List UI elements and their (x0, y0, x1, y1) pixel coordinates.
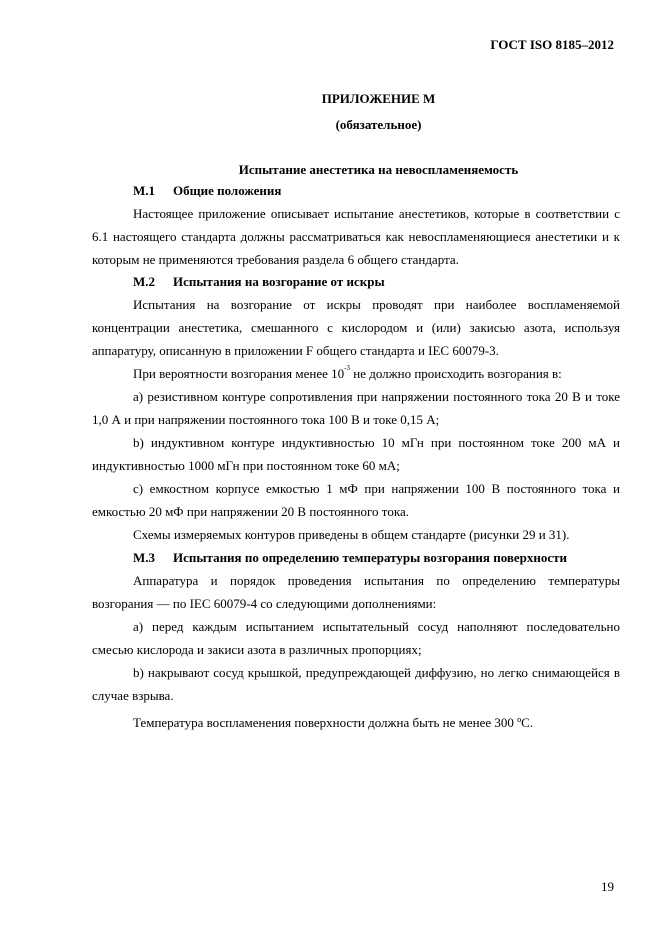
paragraph-circuit-schemes: Схемы измеряемых контуров приведены в общем стандарте (рисунки 29 и 31). (133, 527, 570, 542)
list-item-a-resistive: a) резистивном контуре сопротивления при напряжении постоянного тока 20 В и токе 1,0 А и при напряжении постоянного тока 100 В и токе 0,15 А; (92, 389, 620, 427)
paragraph-apparatus: Аппаратура и порядок проведения испытания по определению температуры возгорания — по IEC 60079-4 со следующими дополнениями: (92, 573, 620, 611)
paragraph-spark-test: Испытания на возгорание от искры проводят при наиболее воспламеняемой концентрации анестетика, смешанного с кислородом и (или) закисью азота, используя аппаратуру, описанную в приложении F общего стандарта и IEC 60079-3. (92, 297, 620, 358)
list-item-b-lid: b) накрывают сосуд крышкой, предупреждающей диффузию, но легко снимающейся в случае взрыва. (92, 665, 620, 703)
section-number: М.2 (133, 274, 156, 289)
section-number: М.3 (133, 550, 156, 565)
document-header: ГОСТ ISO 8185–2012 (490, 37, 614, 52)
section-title: Испытания на возгорание от искры (173, 274, 385, 289)
annex-name: Испытание анестетика на невоспламеняемость (238, 162, 519, 177)
list-item-c-capacitive: c) емкостном корпусе емкостью 1 мФ при напряжении 100 В постоянного тока и емкостью 20 мФ при напряжении 20 В постоянного тока. (92, 481, 620, 519)
probability-text: При вероятности возгорания менее 10 (133, 366, 345, 381)
section-heading-m3 (133, 550, 567, 566)
paragraph-intro: Настоящее приложение описывает испытание анестетиков, которые в соответствии с 6.1 настоящего стандарта должны рассматриваться как невоспламеняющиеся анестетики и к которым не применяются требования раздела 6 общего стандарта. (92, 206, 620, 267)
page-number: 19 (601, 879, 614, 894)
section-title: Испытания по определению температуры возгорания поверхности (173, 550, 568, 565)
section-heading-m1 (133, 183, 281, 199)
paragraph-probability (133, 366, 562, 382)
section-title: Общие положения (173, 183, 282, 198)
section-number: М.1 (133, 183, 156, 198)
probability-exponent: -3 (344, 364, 350, 372)
probability-text-end: не должно происходить возгорания в: (349, 366, 562, 381)
paragraph-temperature: Температура воспламенения поверхности должна быть не менее 300 ºС. (133, 715, 534, 730)
list-item-b-inductive: b) индуктивном контуре индуктивностью 10 мГн при постоянном токе 200 мА и индуктивностью 1000 мГн при постоянном токе 60 мА; (92, 435, 620, 473)
annex-status: (обязательное) (335, 117, 422, 132)
annex-title: ПРИЛОЖЕНИЕ М (321, 91, 436, 106)
section-heading-m2 (133, 274, 385, 290)
list-item-a-vessel: a) перед каждым испытанием испытательный сосуд наполняют последовательно смесью кислорода и закиси азота в различных пропорциях; (92, 619, 620, 657)
